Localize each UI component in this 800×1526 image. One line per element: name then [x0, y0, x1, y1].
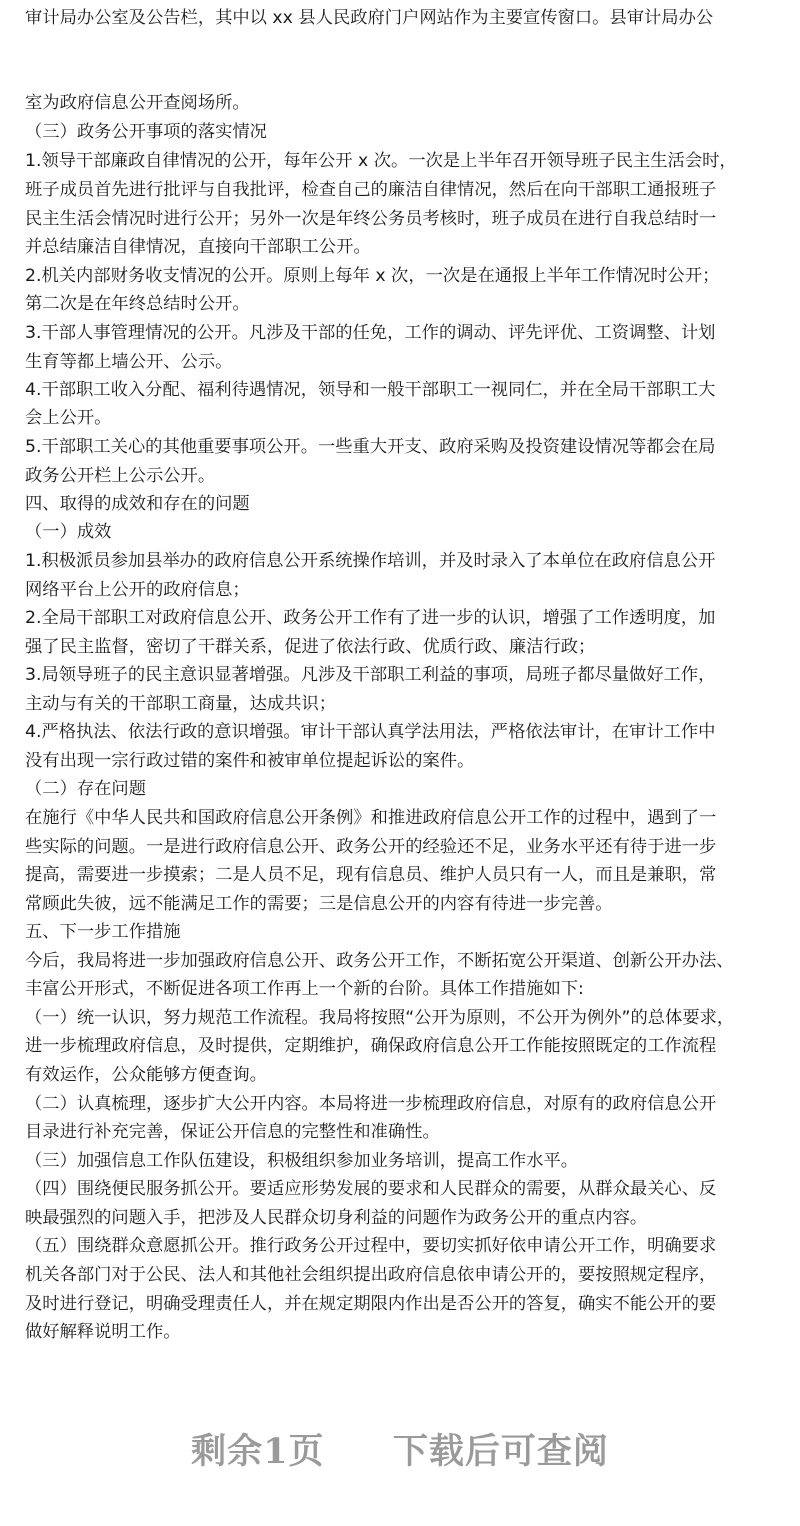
document-line: 四、取得的成效和存在的问题 — [25, 494, 250, 514]
document-line: 并总结廉洁自律情况，直接向干部职工公开。 — [25, 237, 371, 257]
document-line: 映最强烈的问题入手，把涉及人民群众切身利益的问题作为政务公开的重点内容。 — [25, 1208, 648, 1228]
document-line: 网络平台上公开的政府信息； — [25, 580, 250, 600]
document-line: （三）政务公开事项的落实情况 — [25, 122, 267, 142]
document-line: 目录进行补充完善，保证公开信息的完整性和准确性。 — [25, 1122, 440, 1142]
document-line: （二）存在问题 — [25, 779, 146, 799]
document-line: 生育等都上墙公开、公示。 — [25, 352, 233, 372]
document-line: 4.干部职工收入分配、福利待遇情况，领导和一般干部职工一视同仁，并在全局干部职工大 — [25, 380, 716, 400]
document-line: （五）围绕群众意愿抓公开。推行政务公开过程中，要切实抓好依申请公开工作，明确要求 — [25, 1236, 717, 1256]
remaining-pages-label: 剩余1页 — [191, 1431, 325, 1472]
document-line: 2.全局干部职工对政府信息公开、政务公开工作有了进一步的认识，增强了工作透明度，加 — [25, 608, 716, 628]
document-line: 民主生活会情况时进行公开；另外一次是年终公务员考核时，班子成员在进行自我总结时一 — [25, 209, 717, 229]
document-line: 班子成员首先进行批评与自我批评，检查自己的廉洁自律情况，然后在向干部职工通报班子 — [25, 180, 717, 200]
document-line: 4.严格执法、依法行政的意识增强。审计干部认真学法用法，严格依法审计，在审计工作中 — [25, 722, 716, 742]
document-line: 及时进行登记，明确受理责任人，并在规定期限内作出是否公开的答复，确实不能公开的要 — [25, 1294, 717, 1314]
document-line: 主动与有关的干部职工商量，达成共识； — [25, 694, 337, 714]
document-line: 1.积极派员参加县举办的政府信息公开系统操作培训，并及时录入了本单位在政府信息公开 — [25, 551, 716, 571]
document-line: （四）围绕便民服务抓公开。要适应形势发展的要求和人民群众的需要，从群众最关心、反 — [25, 1179, 717, 1199]
document-line: 室为政府信息公开查阅场所。 — [25, 93, 250, 113]
document-line: 2.机关内部财务收支情况的公开。原则上每年 x 次，一次是在通报上半年工作情况时公开； — [25, 266, 720, 286]
download-to-view-label: 下载后可查阅 — [392, 1431, 609, 1472]
document-line: 3.干部人事管理情况的公开。凡涉及干部的任免，工作的调动、评先评优、工资调整、计划 — [25, 323, 716, 343]
document-line: 做好解释说明工作。 — [25, 1322, 181, 1342]
document-line: （一）统一认识，努力规范工作流程。我局将按照“公开为原则，不公开为例外”的总体要求， — [25, 1008, 735, 1028]
document-line: 在施行《中华人民共和国政府信息公开条例》和推进政府信息公开工作的过程中，遇到了一 — [25, 808, 717, 828]
document-line: 没有出现一宗行政过错的案件和被审单位提起诉讼的案件。 — [25, 751, 475, 771]
document-line: （三）加强信息工作队伍建设，积极组织参加业务培训，提高工作水平。 — [25, 1151, 579, 1171]
document-line: 进一步梳理政府信息，及时提供，定期维护，确保政府信息公开工作能按照既定的工作流程 — [25, 1036, 717, 1056]
document-line: （二）认真梳理，逐步扩大公开内容。本局将进一步梳理政府信息，对原有的政府信息公开 — [25, 1094, 717, 1114]
document-line: 3.局领导班子的民主意识显著增强。凡涉及干部职工利益的事项，局班子都尽量做好工作， — [25, 665, 716, 685]
document-line: 第二次是在年终总结时公开。 — [25, 294, 250, 314]
document-line: 五、下一步工作措施 — [25, 922, 181, 942]
document-line: 提高，需要进一步摸索；二是人员不足，现有信息员、维护人员只有一人，而且是兼职，常 — [25, 865, 717, 885]
document-line: 1.领导干部廉政自律情况的公开，每年公开 x 次。一次是上半年召开领导班子民主生活会时， — [25, 151, 737, 171]
document-line: 今后，我局将进一步加强政府信息公开、政务公开工作，不断拓宽公开渠道、创新公开办法、 — [25, 951, 734, 971]
document-line: 常顾此失彼，远不能满足工作的需要；三是信息公开的内容有待进一步完善。 — [25, 894, 613, 914]
document-line: 会上公开。 — [25, 408, 112, 428]
document-line: 审计局办公室及公告栏，其中以 xx 县人民政府门户网站作为主要宣传窗口。县审计局办公 — [25, 8, 714, 28]
document-line: 丰富公开形式，不断促进各项工作再上一个新的台阶。具体工作措施如下: — [25, 979, 584, 999]
document-line: 有效运作，公众能够方便查询。 — [25, 1065, 267, 1085]
document-line: 些实际的问题。一是进行政府信息公开、政务公开的经验还不足，业务水平还有待于进一步 — [25, 837, 717, 857]
preview-footer — [0, 1424, 800, 1474]
document-line: （一）成效 — [25, 522, 112, 542]
document-line: 机关各部门对于公民、法人和其他社会组织提出政府信息依申请公开的，要按照规定程序， — [25, 1265, 717, 1285]
document-line: 5.干部职工关心的其他重要事项公开。一些重大开支、政府采购及投资建设情况等都会在局 — [25, 437, 716, 457]
document-line: 强了民主监督，密切了干群关系，促进了依法行政、优质行政、廉洁行政； — [25, 637, 596, 657]
document-line: 政务公开栏上公示公开。 — [25, 466, 216, 486]
